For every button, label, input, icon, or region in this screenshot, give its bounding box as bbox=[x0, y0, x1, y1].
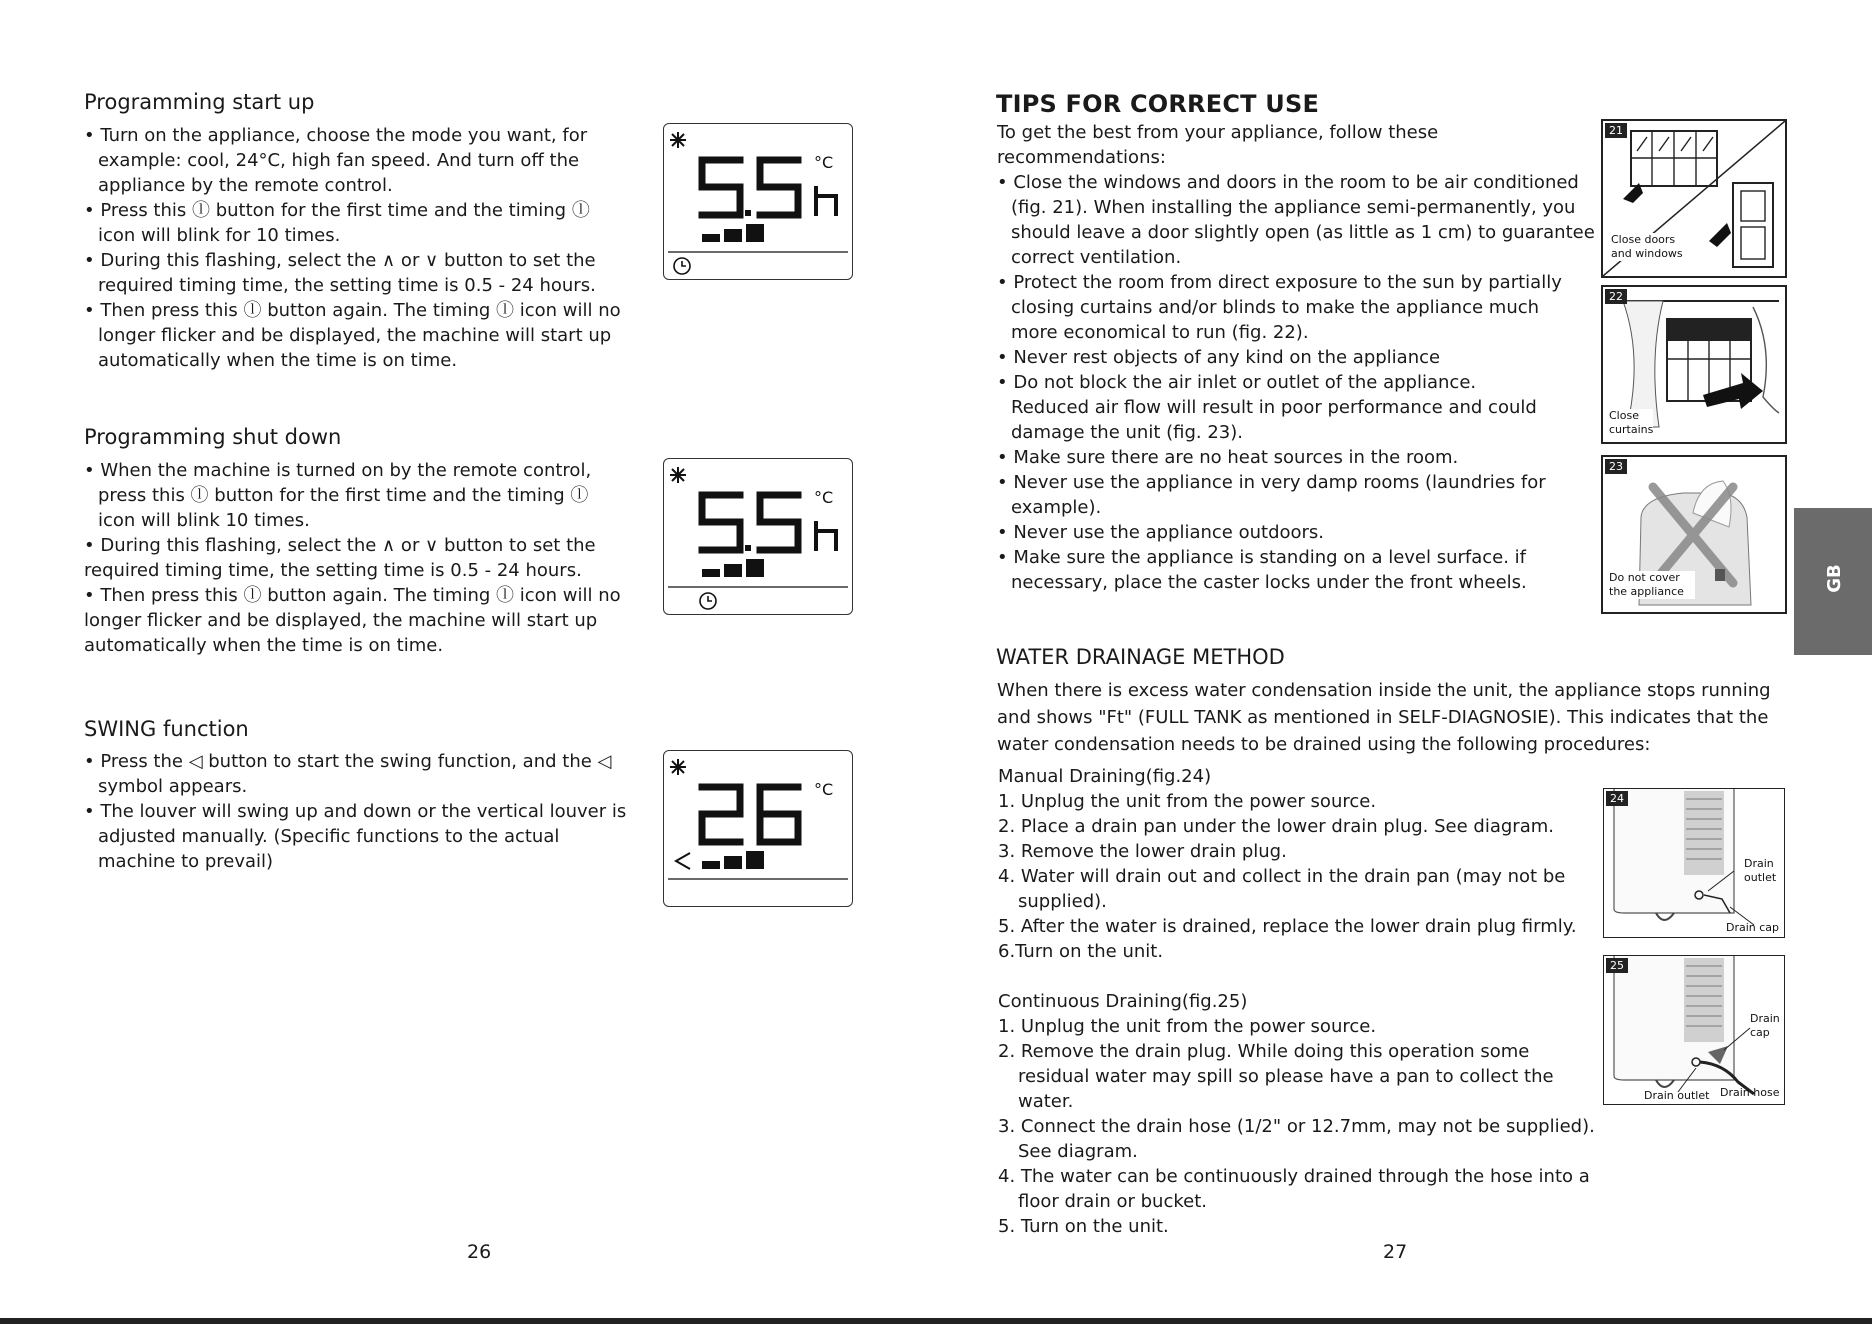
figure-label: Close curtains bbox=[1609, 409, 1654, 436]
text-line: necessary, place the caster locks under the front wheels. bbox=[1011, 572, 1527, 593]
snowflake-icon bbox=[670, 467, 686, 483]
text-line: machine to prevail) bbox=[98, 851, 274, 872]
text-line: example). bbox=[1011, 497, 1102, 518]
text-line: • The louver will swing up and down or the vertical louver is bbox=[84, 801, 627, 822]
figure-21 bbox=[1601, 119, 1787, 278]
text-line: supplied). bbox=[1018, 891, 1107, 912]
text-line: damage the unit (fig. 23). bbox=[1011, 422, 1243, 443]
text-line: • Press this ⓛ button for the first time and the timing ⓛ bbox=[84, 200, 590, 221]
text-line: should leave a door slightly open (as little as 1 cm) to guarantee bbox=[1011, 222, 1595, 243]
text-line: symbol appears. bbox=[98, 776, 248, 797]
text-line: more economical to run (fig. 22). bbox=[1011, 322, 1309, 343]
section-title-startup: Programming start up bbox=[84, 90, 315, 114]
text-line: automatically when the time is on time. bbox=[84, 635, 444, 656]
text-line: 2. Remove the drain plug. While doing this operation some bbox=[998, 1041, 1530, 1062]
figure-number: 21 bbox=[1605, 123, 1627, 138]
text-line: • Turn on the appliance, choose the mode you want, for bbox=[84, 125, 588, 146]
figure-label: Drain outlet bbox=[1644, 1089, 1710, 1102]
section-title-shutdown: Programming shut down bbox=[84, 425, 342, 449]
text-line: (fig. 21). When installing the appliance semi-permanently, you bbox=[1011, 197, 1576, 218]
text-line: residual water may spill so please have a pan to collect the bbox=[1018, 1066, 1554, 1087]
section-title-swing: SWING function bbox=[84, 717, 249, 741]
text-line: To get the best from your appliance, follow these bbox=[997, 122, 1439, 143]
lcd-display-swing bbox=[663, 750, 853, 907]
text-line: required timing time, the setting time is 0.5 - 24 hours. bbox=[98, 275, 596, 296]
text-line: Reduced air flow will result in poor performance and could bbox=[1011, 397, 1537, 418]
text-line: 3. Remove the lower drain plug. bbox=[998, 841, 1287, 862]
tips-text bbox=[997, 120, 1595, 595]
manual-draining bbox=[998, 764, 1577, 964]
text-line: required timing time, the setting time is 0.5 - 24 hours. bbox=[84, 560, 582, 581]
text-line: water. bbox=[1018, 1091, 1074, 1112]
language-tab bbox=[1794, 508, 1872, 655]
figure-24 bbox=[1603, 788, 1785, 938]
text-line: correct ventilation. bbox=[1011, 247, 1182, 268]
text-line: • Close the windows and doors in the room to be air conditioned bbox=[997, 172, 1579, 193]
tips-title: TIPS FOR CORRECT USE bbox=[996, 90, 1320, 118]
text-line: When there is excess water condensation inside the unit, the appliance stops running bbox=[997, 680, 1771, 701]
unit-celsius: °C bbox=[814, 153, 834, 172]
text-line: icon will blink 10 times. bbox=[98, 510, 310, 531]
figure-number: 24 bbox=[1606, 791, 1628, 806]
figure-23 bbox=[1601, 455, 1787, 614]
text-line: 5. Turn on the unit. bbox=[998, 1216, 1169, 1237]
drainage-title: WATER DRAINAGE METHOD bbox=[996, 645, 1285, 669]
language-tab-label: GB bbox=[1823, 564, 1845, 593]
snowflake-icon bbox=[670, 132, 686, 148]
lcd-display-shutdown bbox=[663, 458, 853, 615]
text-line: longer flicker and be displayed, the machine will start up bbox=[84, 610, 598, 631]
text-line: floor drain or bucket. bbox=[1018, 1191, 1207, 1212]
text-line: press this ⓛ button for the first time and the timing ⓛ bbox=[98, 485, 589, 506]
swing-icon bbox=[676, 853, 690, 869]
drainage-intro bbox=[997, 677, 1771, 758]
text-line: water condensation needs to be drained using the following procedures: bbox=[997, 734, 1651, 755]
figure-label: Close doors and windows bbox=[1611, 233, 1689, 261]
text-line: • Never rest objects of any kind on the appliance bbox=[997, 347, 1441, 368]
text-line: adjusted manually. (Specific functions to the actual bbox=[98, 826, 560, 847]
subsection-title: Manual Draining(fig.24) bbox=[998, 766, 1212, 787]
snowflake-icon bbox=[670, 759, 686, 775]
unit-celsius: °C bbox=[814, 488, 834, 507]
figure-label: Drain cap bbox=[1750, 1012, 1780, 1039]
text-line: • Then press this ⓛ button again. The timing ⓛ icon will no bbox=[84, 585, 621, 606]
text-line: appliance by the remote control. bbox=[98, 175, 393, 196]
text-line: • Make sure the appliance is standing on a level surface. if bbox=[997, 547, 1527, 568]
text-line: • When the machine is turned on by the remote control, bbox=[84, 460, 592, 481]
figure-label: Drain outlet bbox=[1744, 857, 1777, 884]
figure-label: Do not cover the appliance bbox=[1609, 571, 1695, 599]
figure-number: 25 bbox=[1606, 958, 1628, 973]
text-line: • Never use the appliance in very damp rooms (laundries for bbox=[997, 472, 1546, 493]
text-line: • Never use the appliance outdoors. bbox=[997, 522, 1325, 543]
timer-icon bbox=[674, 258, 690, 274]
unit-celsius: °C bbox=[814, 780, 834, 799]
figure-number: 23 bbox=[1605, 459, 1627, 474]
text-line: 6.Turn on the unit. bbox=[998, 941, 1164, 962]
text-line: recommendations: bbox=[997, 147, 1166, 168]
text-line: 5. After the water is drained, replace the lower drain plug firmly. bbox=[998, 916, 1577, 937]
text-line: • Press the ◁ button to start the swing function, and the ◁ bbox=[84, 751, 612, 772]
text-line: • Protect the room from direct exposure to the sun by partially bbox=[997, 272, 1562, 293]
text-line: icon will blink for 10 times. bbox=[98, 225, 341, 246]
text-line: • During this flashing, select the ∧ or ∨ button to set the bbox=[84, 250, 596, 271]
figure-number: 22 bbox=[1605, 289, 1627, 304]
text-line: 3. Connect the drain hose (1/2" or 12.7mm, may not be supplied). bbox=[998, 1116, 1595, 1137]
page-number-left: 26 bbox=[467, 1241, 492, 1263]
figure-25 bbox=[1603, 955, 1785, 1105]
text-line: 4. The water can be continuously drained through the hose into a bbox=[998, 1166, 1590, 1187]
text-line: automatically when the time is on time. bbox=[98, 350, 458, 371]
bottom-border bbox=[0, 1318, 1872, 1324]
text-line: longer flicker and be displayed, the machine will start up bbox=[98, 325, 612, 346]
text-line: 1. Unplug the unit from the power source. bbox=[998, 791, 1377, 812]
text-line: • Do not block the air inlet or outlet of the appliance. bbox=[997, 372, 1477, 393]
text-line: and shows "Ft" (FULL TANK as mentioned in SELF-DIAGNOSIE). This indicates that the bbox=[997, 707, 1769, 728]
figure-label: Drain cap bbox=[1726, 921, 1780, 934]
figure-label: Drain hose bbox=[1720, 1086, 1780, 1099]
startup-text bbox=[84, 123, 621, 373]
text-line: • Then press this ⓛ button again. The timing ⓛ icon will no bbox=[84, 300, 621, 321]
lcd-display-startup bbox=[663, 123, 853, 280]
text-line: • During this flashing, select the ∧ or ∨ button to set the bbox=[84, 535, 596, 556]
page-number-right: 27 bbox=[1383, 1241, 1408, 1263]
shutdown-text bbox=[84, 458, 621, 658]
continuous-draining bbox=[998, 989, 1595, 1239]
text-line: example: cool, 24°C, high fan speed. And turn off the bbox=[98, 150, 580, 171]
timer-icon bbox=[700, 593, 716, 609]
subsection-title: Continuous Draining(fig.25) bbox=[998, 991, 1248, 1012]
text-line: 1. Unplug the unit from the power source. bbox=[998, 1016, 1377, 1037]
text-line: closing curtains and/or blinds to make the appliance much bbox=[1011, 297, 1540, 318]
figure-22 bbox=[1601, 285, 1787, 444]
swing-text bbox=[84, 749, 626, 874]
text-line: • Make sure there are no heat sources in the room. bbox=[997, 447, 1459, 468]
text-line: See diagram. bbox=[1018, 1141, 1138, 1162]
text-line: 2. Place a drain pan under the lower drain plug. See diagram. bbox=[998, 816, 1554, 837]
text-line: 4. Water will drain out and collect in the drain pan (may not be bbox=[998, 866, 1566, 887]
